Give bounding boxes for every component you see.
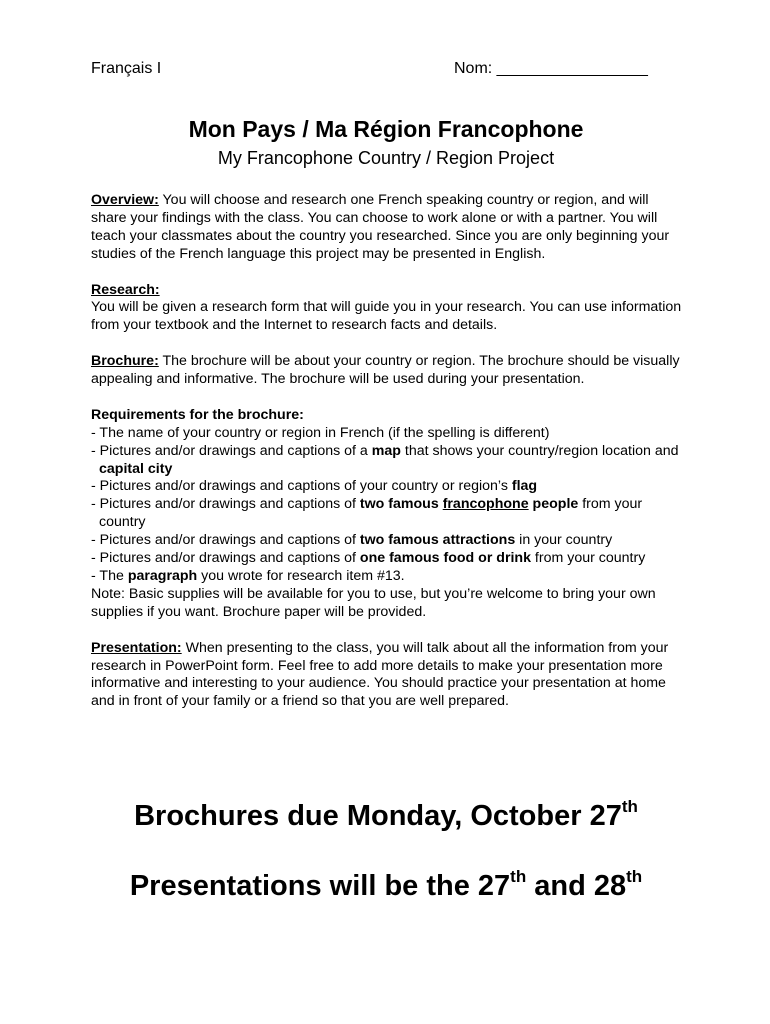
ordinal-suffix: th [510, 867, 527, 886]
requirement-text: - The [91, 567, 128, 584]
due-text: and 28 [526, 870, 627, 902]
brochure-section [91, 353, 683, 389]
page-subtitle: My Francophone Country / Region Project [217, 148, 555, 168]
requirement-item-food [91, 550, 683, 568]
requirement-text: - Pictures and/or drawings and captions of your country or region’s [91, 478, 512, 495]
requirement-text: - Pictures and/or drawings and captions of [91, 550, 360, 567]
ordinal-suffix: th [626, 867, 643, 886]
overview-text: You will choose and research one French speaking country or region, and will share your findings with the class. You can choose to work alone or with a partner. You will teach your classmates about the country you researched. Since you are only beginning your studies of the French language this project may be presented in English. [91, 192, 670, 262]
requirement-keyword: one famous food or drink [359, 550, 531, 567]
requirements-heading: Requirements for the brochure: [91, 406, 304, 423]
requirements-note: Note: Basic supplies will be available for you to use, but you’re welcome to bring your own supplies if you want. Brochure paper will be provided. [91, 585, 656, 620]
due-text: Presentations will be the 27 [129, 870, 511, 902]
requirement-text: - Pictures and/or drawings and captions of a [91, 442, 372, 459]
ordinal-suffix: th [621, 797, 638, 816]
research-text: You will be given a research form that will guide you in your research. You can use information from your textbook and the Internet to research facts and details. [91, 299, 682, 334]
requirement-text: in your country [515, 532, 613, 549]
document-header [91, 60, 681, 82]
requirement-item-name [91, 425, 683, 443]
requirement-item-people [91, 496, 683, 532]
requirement-keyword: two famous attractions [359, 532, 516, 549]
brochure-label: Brochure: [91, 353, 159, 370]
course-name: Français I [91, 60, 162, 77]
student-name-field: Nom: _________________ [454, 60, 648, 77]
overview-section [91, 192, 683, 264]
requirement-text: - The name of your country or region in French (if the spelling is different) [91, 424, 550, 441]
requirement-item-attractions [91, 532, 683, 550]
requirement-item-map [91, 443, 683, 479]
page-title: Mon Pays / Ma Région Francophone [188, 116, 584, 142]
research-section [91, 282, 683, 336]
requirement-text: you wrote for research item #13. [197, 567, 405, 584]
requirement-text: from your country [99, 496, 643, 531]
research-label: Research: [91, 281, 160, 298]
requirements-section [91, 407, 683, 622]
requirement-text: - Pictures and/or drawings and captions of [91, 496, 360, 513]
presentations-dates [91, 867, 681, 903]
presentation-section [91, 640, 683, 712]
requirement-keyword: two famous [359, 496, 443, 513]
requirement-keyword: flag [511, 478, 538, 495]
requirement-keyword: people [528, 496, 579, 513]
brochures-due-date [91, 797, 681, 833]
requirement-text: that shows your country/region location and [400, 442, 679, 459]
requirement-item-paragraph [91, 568, 683, 586]
document-body [91, 192, 683, 729]
brochure-text: The brochure will be about your country or region. The brochure should be visually appealing and informative. The brochure will be used during your presentation. [91, 353, 680, 388]
requirement-text: - Pictures and/or drawings and captions of [91, 532, 360, 549]
requirement-keyword: capital city [99, 460, 173, 477]
requirement-item-flag [91, 478, 683, 496]
presentation-label: Presentation: [91, 639, 182, 656]
overview-label: Overview: [91, 192, 159, 208]
requirement-keyword-underlined: francophone [442, 496, 529, 513]
requirement-keyword: map [371, 442, 401, 459]
requirement-text: from your country [530, 550, 646, 567]
requirement-keyword: paragraph [127, 567, 198, 584]
presentation-text: When presenting to the class, you will talk about all the information from your research in PowerPoint form. Feel free to add more details to make your presentation more informative and interesting to your audience. You should practice your presentation at home and in front of your family or a friend so that you are well prepared. [91, 639, 669, 710]
requirements-list [91, 425, 683, 586]
due-text: Brochures due Monday, October 27 [134, 800, 622, 832]
